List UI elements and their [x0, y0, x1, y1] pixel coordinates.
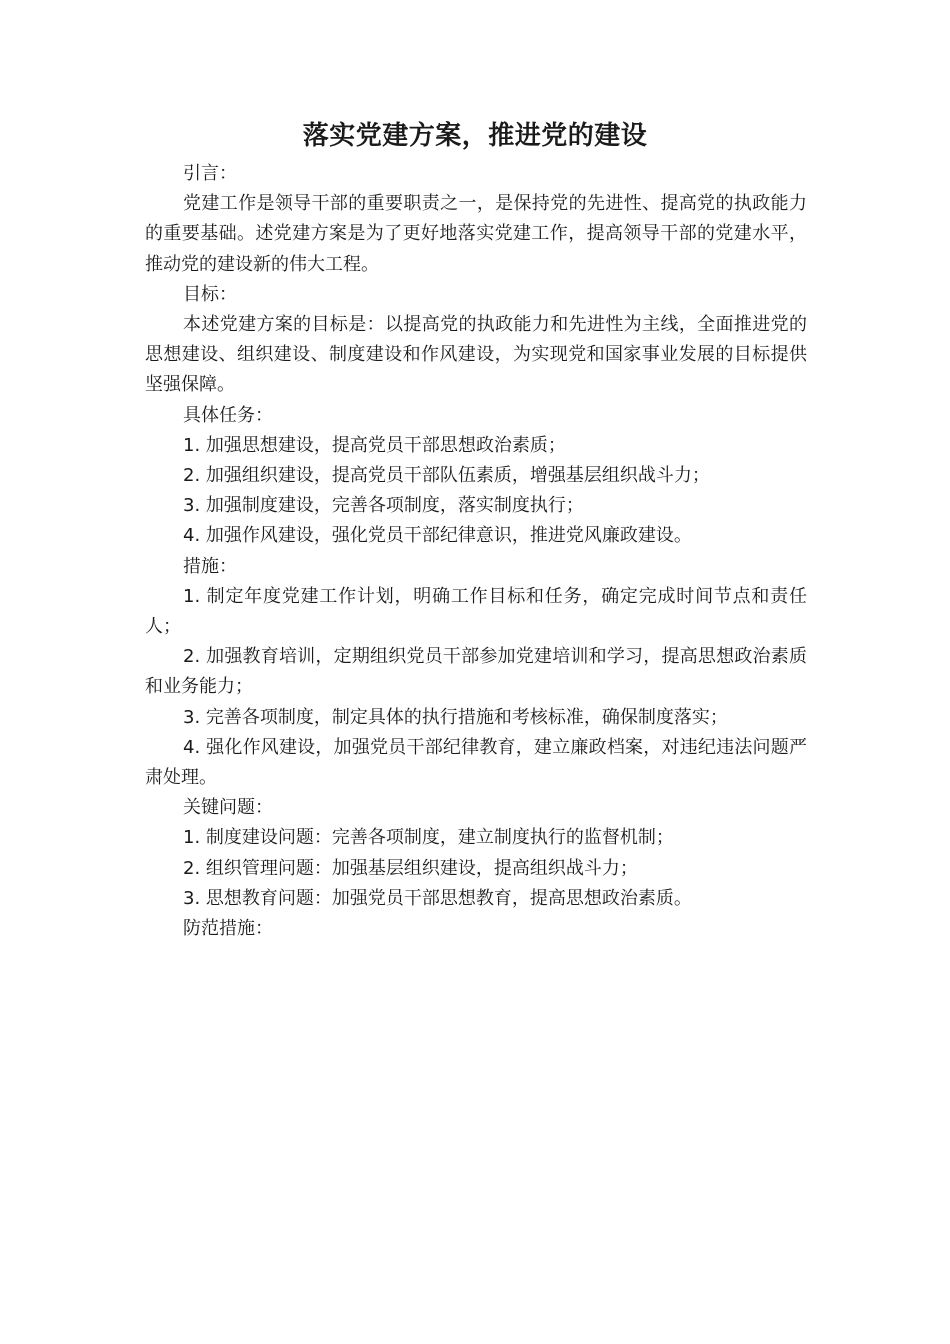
section-heading-goal: 目标：: [183, 283, 237, 305]
list-item-task: 3. 加强制度建设，完善各项制度，落实制度执行；: [183, 495, 584, 517]
paragraph-intro: 党建工作是领导干部的重要职责之一，是保持党的先进性、提高党的执政能力的重要基础。述党建方案是为了更好地落实党建工作，提高领导干部的党建水平，推动党的建设新的伟大工程。: [145, 193, 807, 275]
list-item-measure: 3. 完善各项制度，制定具体的执行措施和考核标准，确保制度落实；: [183, 706, 728, 728]
paragraph-goal: 本述党建方案的目标是：以提高党的执政能力和先进性为主线，全面推进党的思想建设、组织建设、制度建设和作风建设，为实现党和国家事业发展的目标提供坚强保障。: [145, 314, 807, 396]
list-item-measure: 4. 强化作风建设，加强党员干部纪律教育，建立廉政档案，对违纪违法问题严肃处理。: [145, 736, 807, 789]
list-item-task: 2. 加强组织建设，提高党员干部队伍素质，增强基层组织战斗力；: [183, 465, 710, 487]
list-item-issue: 3. 思想教育问题：加强党员干部思想教育，提高思想政治素质。: [183, 887, 692, 909]
list-item-task: 1. 加强思想建设，提高党员干部思想政治素质；: [183, 434, 566, 456]
section-heading-intro: 引言：: [183, 163, 237, 184]
list-item-issue: 2. 组织管理问题：加强基层组织建设，提高组织战斗力；: [183, 857, 638, 879]
document-title: 落实党建方案，推进党的建设: [302, 121, 648, 151]
list-item-task: 4. 加强作风建设，强化党员干部纪律意识，推进党风廉政建设。: [183, 525, 692, 547]
document-body: [145, 159, 807, 944]
section-heading-prevention: 防范措施：: [183, 918, 273, 940]
list-item-measure: 2. 加强教育培训，定期组织党员干部参加党建培训和学习，提高思想政治素质和业务能力；: [145, 646, 807, 698]
list-item-measure: 1. 制定年度党建工作计划，明确工作目标和任务，确定完成时间节点和责任人；: [145, 585, 807, 638]
section-heading-tasks: 具体任务：: [183, 404, 273, 426]
section-heading-key-issues: 关键问题：: [183, 797, 273, 819]
section-heading-measures: 措施：: [183, 555, 237, 577]
list-item-issue: 1. 制度建设问题：完善各项制度，建立制度执行的监督机制；: [183, 827, 674, 849]
